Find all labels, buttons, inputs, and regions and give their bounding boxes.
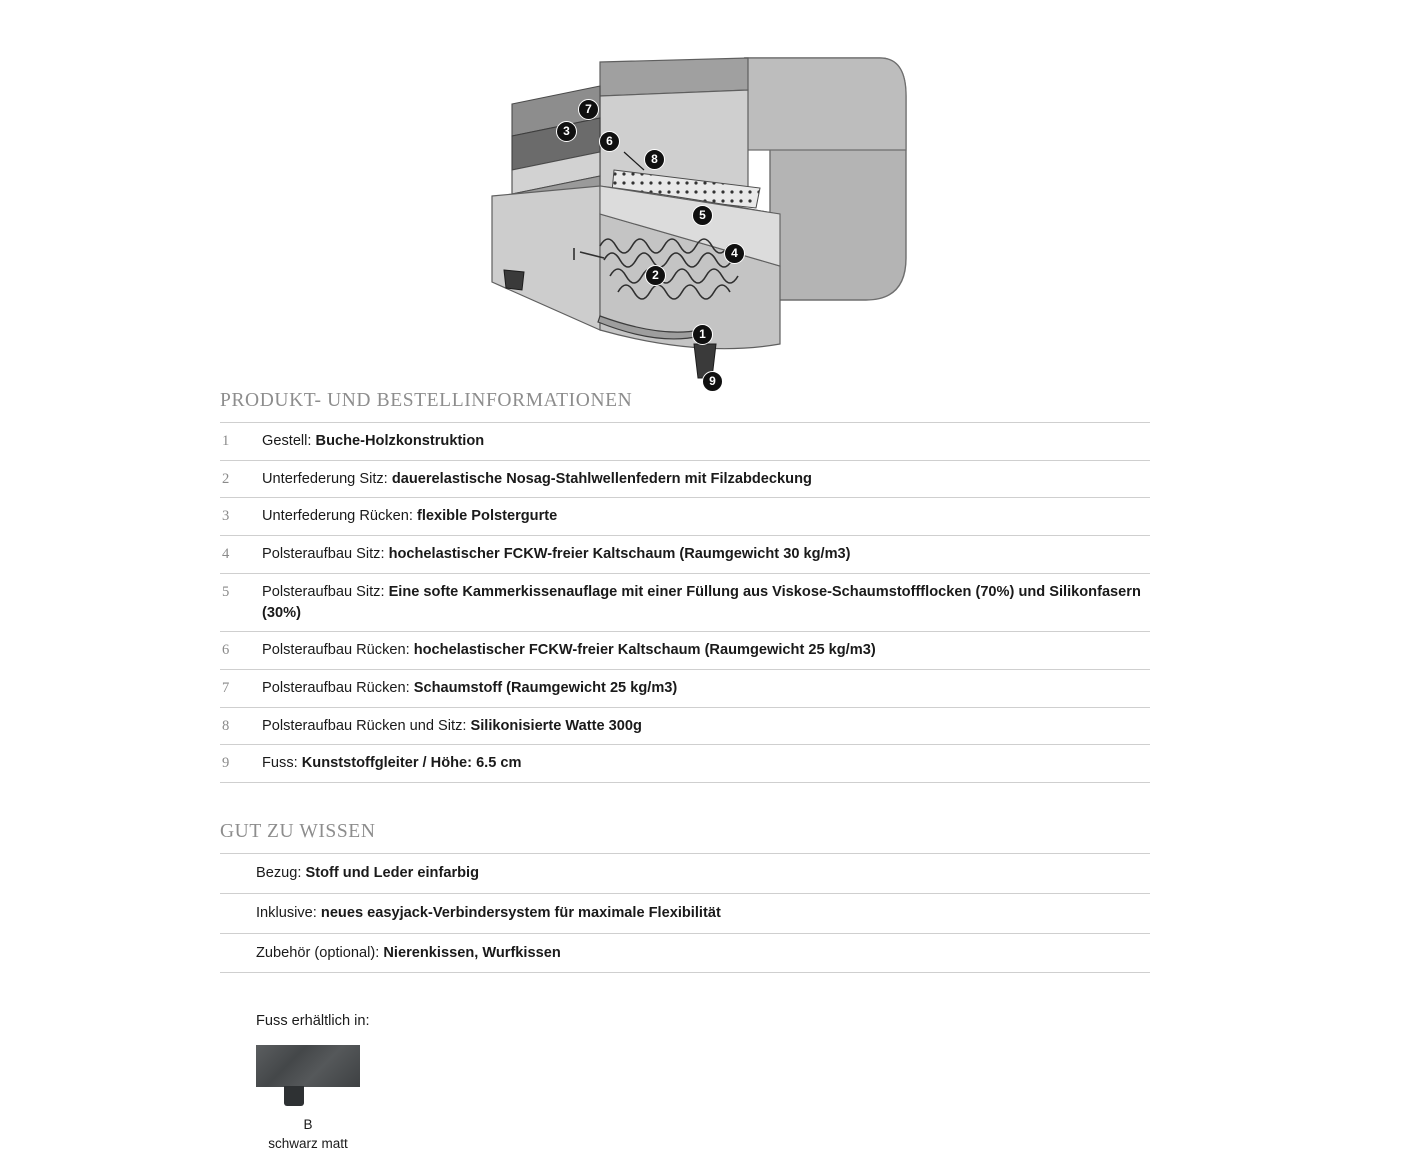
spec-label: Unterfederung Sitz: bbox=[262, 470, 388, 487]
good-to-know-value: Nierenkissen, Wurfkissen bbox=[383, 944, 561, 961]
spec-value: flexible Polstergurte bbox=[416, 508, 558, 525]
spec-value: hochelastischer FCKW-freier Kaltschaum (Raumgewicht 30 kg/m3) bbox=[388, 546, 851, 563]
good-to-know-heading: GUT ZU WISSEN bbox=[220, 821, 376, 843]
table-row bbox=[220, 854, 1150, 894]
spec-label: Unterfederung Rücken: bbox=[262, 508, 413, 525]
good-to-know-text bbox=[220, 854, 1150, 894]
spec-label: Gestell: bbox=[262, 433, 312, 449]
diagram-marker-2: 2 bbox=[645, 265, 666, 286]
spec-text bbox=[260, 745, 1150, 783]
table-row bbox=[220, 933, 1150, 973]
foot-swatch-leg bbox=[284, 1086, 304, 1106]
good-to-know-label: Inklusive: bbox=[256, 904, 317, 921]
table-row bbox=[220, 573, 1150, 631]
spec-text bbox=[260, 632, 1150, 670]
table-row bbox=[220, 745, 1150, 783]
spec-number: 6 bbox=[220, 632, 260, 670]
spec-value: Eine softe Kammerkissenauflage mit einer Füllung aus Viskose-Schaumstoffflocken (70%) und Silikonfasern (30%) bbox=[262, 583, 1141, 621]
diagram-marker-3: 3 bbox=[556, 121, 577, 142]
table-row bbox=[220, 498, 1150, 536]
spec-label: Polsteraufbau Rücken und Sitz: bbox=[262, 717, 467, 734]
foot-swatch-name: schwarz matt bbox=[268, 1136, 348, 1151]
good-to-know-label: Zubehör (optional): bbox=[256, 944, 380, 961]
diagram-marker-1: 1 bbox=[692, 324, 713, 345]
spec-number: 5 bbox=[220, 573, 260, 631]
good-to-know-label: Bezug: bbox=[256, 865, 302, 882]
spec-label: Polsteraufbau Rücken: bbox=[262, 642, 410, 659]
spec-number: 1 bbox=[220, 423, 260, 461]
document-body bbox=[220, 390, 1150, 1151]
table-row bbox=[220, 460, 1150, 498]
spec-label: Polsteraufbau Sitz: bbox=[262, 583, 385, 600]
spec-value: Kunststoffgleiter / Höhe: 6.5 cm bbox=[301, 755, 522, 772]
diagram-marker-8: 8 bbox=[644, 149, 665, 170]
spec-text bbox=[260, 423, 1150, 461]
spec-label: Polsteraufbau Sitz: bbox=[262, 546, 385, 563]
product-info-heading: PRODUKT- UND BESTELLINFORMATIONEN bbox=[220, 390, 633, 411]
spec-value: Schaumstoff (Raumgewicht 25 kg/m3) bbox=[413, 680, 678, 697]
spec-text bbox=[260, 460, 1150, 498]
plastic-glide-foot-rear bbox=[504, 270, 524, 290]
diagram-marker-6: 6 bbox=[599, 131, 620, 152]
spec-value: dauerelastische Nosag-Stahlwellenfedern mit Filzabdeckung bbox=[391, 470, 812, 487]
table-row bbox=[220, 423, 1150, 461]
spec-number: 2 bbox=[220, 460, 260, 498]
table-row bbox=[220, 670, 1150, 708]
product-cutaway-diagram bbox=[0, 0, 1410, 392]
spec-text bbox=[260, 707, 1150, 745]
diagram-marker-4: 4 bbox=[724, 243, 745, 264]
spec-number: 7 bbox=[220, 670, 260, 708]
foot-swatch-code: B bbox=[303, 1117, 313, 1133]
spec-value: Buche-Holzkonstruktion bbox=[315, 433, 485, 449]
diagram-marker-7: 7 bbox=[578, 99, 599, 120]
table-row bbox=[220, 707, 1150, 745]
spec-number: 3 bbox=[220, 498, 260, 536]
diagram-marker-5: 5 bbox=[692, 205, 713, 226]
sofa-right-arm-top bbox=[745, 58, 906, 150]
good-to-know-value: neues easyjack-Verbindersystem für maximale Flexibilität bbox=[320, 904, 721, 921]
foot-swatch-image bbox=[256, 1045, 360, 1107]
seat-frame-left bbox=[492, 186, 600, 330]
spec-label: Fuss: bbox=[262, 755, 298, 772]
spec-text bbox=[260, 536, 1150, 574]
good-to-know-text bbox=[220, 933, 1150, 973]
product-spec-table bbox=[220, 422, 1150, 783]
spec-number: 4 bbox=[220, 536, 260, 574]
spec-number: 9 bbox=[220, 745, 260, 783]
spec-value: Silikonisierte Watte 300g bbox=[470, 717, 642, 734]
table-row bbox=[220, 893, 1150, 933]
foot-options-block bbox=[220, 1013, 1150, 1151]
diagram-marker-9: 9 bbox=[702, 371, 723, 392]
foot-availability-label: Fuss erhältlich in: bbox=[256, 1013, 370, 1030]
spec-number: 8 bbox=[220, 707, 260, 745]
table-row bbox=[220, 632, 1150, 670]
good-to-know-table bbox=[220, 853, 1150, 973]
spec-label: Polsteraufbau Rücken: bbox=[262, 680, 410, 697]
spec-text bbox=[260, 670, 1150, 708]
foot-swatch-surface bbox=[256, 1045, 360, 1087]
spec-text bbox=[260, 573, 1150, 631]
good-to-know-value: Stoff und Leder einfarbig bbox=[305, 865, 480, 882]
spec-value: hochelastischer FCKW-freier Kaltschaum (Raumgewicht 25 kg/m3) bbox=[413, 642, 876, 659]
table-row bbox=[220, 536, 1150, 574]
good-to-know-text bbox=[220, 893, 1150, 933]
spec-text bbox=[260, 498, 1150, 536]
